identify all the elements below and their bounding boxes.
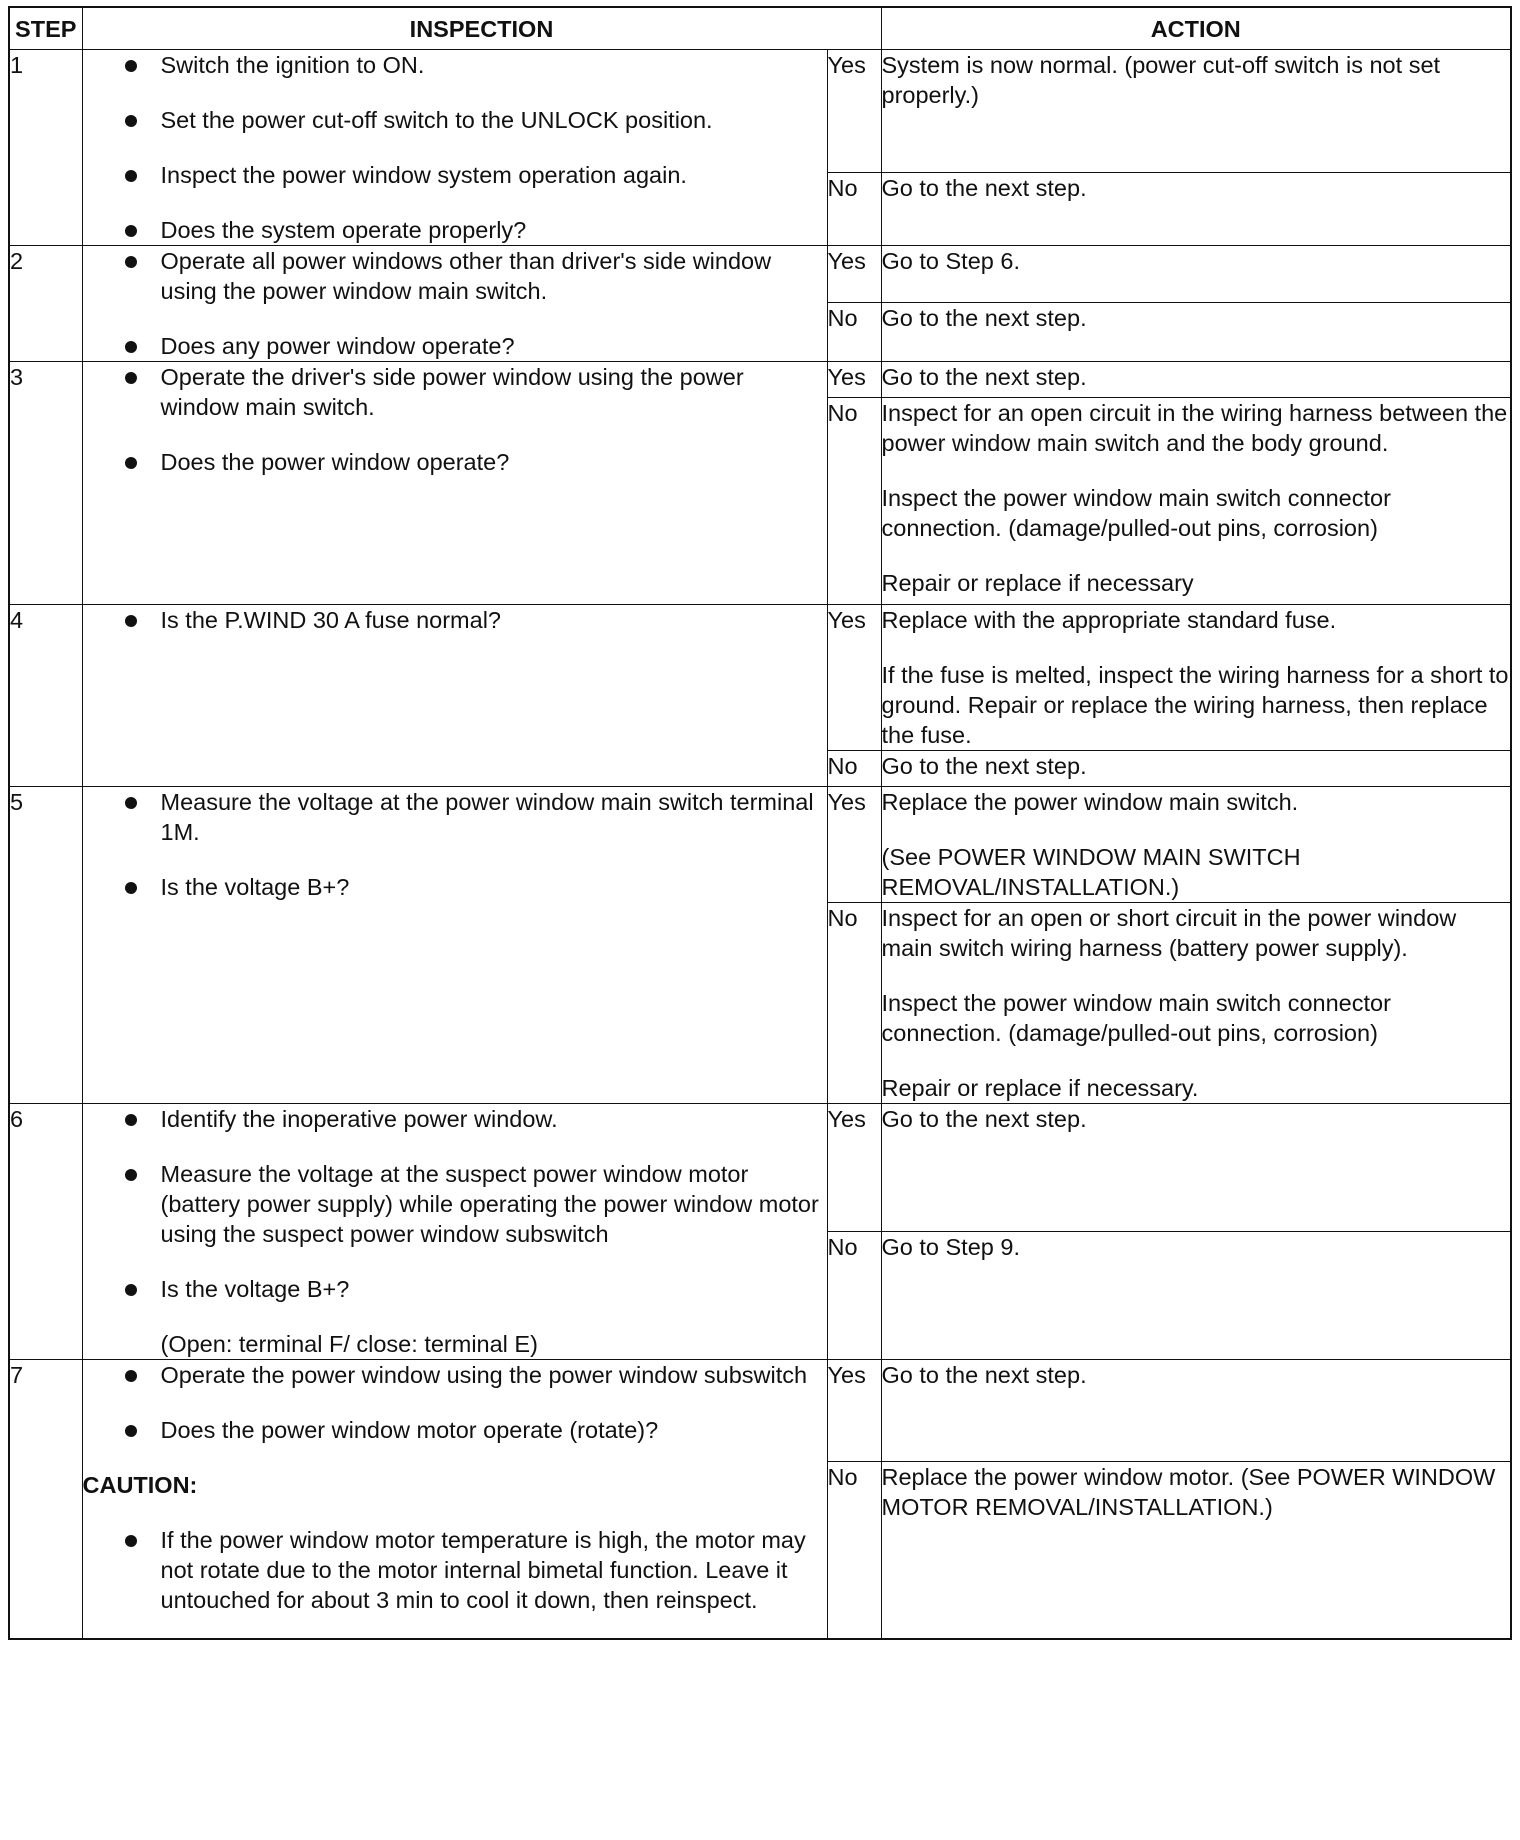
- no-label: No: [827, 173, 881, 246]
- inspection-bullet: Is the P.WIND 30 A fuse normal?: [83, 605, 827, 635]
- no-label: No: [827, 398, 881, 605]
- yes-action-cell: [881, 246, 1511, 303]
- step-header: STEP: [9, 7, 82, 50]
- step-number: 1: [9, 50, 82, 246]
- inspection-bullet: Inspect the power window system operation again.: [83, 160, 827, 190]
- inspection-cell: [82, 787, 827, 1104]
- inspection-bullet: Is the voltage B+?: [83, 1274, 827, 1304]
- action-text: Go to Step 6.: [881, 248, 1020, 274]
- no-action-cell: [881, 1462, 1511, 1639]
- yes-label: Yes: [827, 787, 881, 903]
- no-action-cell: [881, 303, 1511, 362]
- header-row: [9, 7, 1511, 50]
- action-text: Inspect the power window main switch connector connection. (damage/pulled-out pins, corrosion): [881, 485, 1391, 541]
- no-action-cell: [881, 173, 1511, 246]
- inspection-bullet: Does any power window operate?: [83, 331, 827, 361]
- yes-action-cell: [881, 787, 1511, 903]
- inspection-bullet: Identify the inoperative power window.: [83, 1104, 827, 1134]
- action-text: Inspect the power window main switch connector connection. (damage/pulled-out pins, corrosion): [881, 990, 1391, 1046]
- yes-label: Yes: [827, 1104, 881, 1232]
- action-text: Repair or replace if necessary: [881, 570, 1194, 596]
- inspection-cell: [82, 1104, 827, 1360]
- yes-action-cell: [881, 1360, 1511, 1462]
- action-text: Go to the next step.: [881, 364, 1087, 390]
- no-action-cell: [881, 903, 1511, 1104]
- inspection-bullet: Is the voltage B+?: [83, 872, 827, 902]
- action-text: If the fuse is melted, inspect the wiring harness for a short to ground. Repair or replace the wiring harness, then replace the fuse.: [881, 662, 1509, 748]
- inspection-bullet: Set the power cut-off switch to the UNLOCK position.: [83, 105, 827, 135]
- step-row-2: [9, 246, 1511, 303]
- action-text: Repair or replace if necessary.: [881, 1075, 1199, 1101]
- inspection-bullet: Does the power window operate?: [83, 447, 827, 477]
- inspection-cell: [82, 50, 827, 246]
- no-label: No: [827, 903, 881, 1104]
- step-number: 5: [9, 787, 82, 1104]
- yes-label: Yes: [827, 50, 881, 173]
- action-text: Go to the next step.: [881, 305, 1087, 332]
- inspection-bullet: Switch the ignition to ON.: [83, 50, 827, 80]
- inspection-bullet: Measure the voltage at the suspect power window motor (battery power supply) while operating the power window motor using the suspect power window subswitch: [83, 1159, 827, 1249]
- no-label: No: [827, 303, 881, 362]
- step-row-4: [9, 605, 1511, 751]
- caution-bullet: If the power window motor temperature is high, the motor may not rotate due to the motor internal bimetal function. Leave it untouched for about 3 min to cool it down, then reinspect.: [83, 1525, 827, 1615]
- action-text: Replace the power window motor. (See POWER WINDOW MOTOR REMOVAL/INSTALLATION.): [881, 1464, 1496, 1520]
- inspection-cell: [82, 246, 827, 362]
- yes-action-cell: [881, 50, 1511, 173]
- inspection-bullet: Measure the voltage at the power window main switch terminal 1M.: [83, 787, 827, 847]
- step-row-6: [9, 1104, 1511, 1232]
- inspection-cell: [82, 1360, 827, 1639]
- no-action-cell: [881, 751, 1511, 787]
- action-text: Go to Step 9.: [881, 1234, 1020, 1260]
- inspection-cell: [82, 605, 827, 787]
- yes-label: Yes: [827, 1360, 881, 1462]
- yes-action-cell: [881, 362, 1511, 398]
- no-label: No: [827, 1232, 881, 1360]
- no-label: No: [827, 751, 881, 787]
- no-action-cell: [881, 398, 1511, 605]
- step-row-1: [9, 50, 1511, 173]
- yes-label: Yes: [827, 246, 881, 303]
- action-text: Inspect for an open circuit in the wiring harness between the power window main switch and the body ground.: [881, 400, 1508, 456]
- action-text: Go to the next step.: [881, 175, 1087, 202]
- diagnostic-table: [8, 6, 1512, 1640]
- step-row-5: [9, 787, 1511, 903]
- action-text: Go to the next step.: [881, 1362, 1087, 1388]
- no-action-cell: [881, 1232, 1511, 1360]
- inspection-bullet: Operate the driver's side power window using the power window main switch.: [83, 362, 827, 422]
- inspection-cell: [82, 362, 827, 605]
- step-number: 3: [9, 362, 82, 605]
- action-text: Go to the next step.: [881, 753, 1087, 779]
- action-text: Replace the power window main switch.: [881, 789, 1299, 815]
- step-number: 4: [9, 605, 82, 787]
- inspection-bullet: Does the power window motor operate (rotate)?: [83, 1415, 827, 1445]
- step-number: 6: [9, 1104, 82, 1360]
- action-text: Inspect for an open or short circuit in the power window main switch wiring harness (battery power supply).: [881, 905, 1457, 961]
- action-header: ACTION: [881, 7, 1511, 50]
- yes-label: Yes: [827, 362, 881, 398]
- action-text: System is now normal. (power cut-off switch is not set properly.): [881, 52, 1441, 108]
- yes-label: Yes: [827, 605, 881, 751]
- inspection-bullet: Does the system operate properly?: [83, 215, 827, 245]
- yes-action-cell: [881, 1104, 1511, 1232]
- action-text: Replace with the appropriate standard fuse.: [881, 607, 1337, 633]
- inspection-header: INSPECTION: [82, 7, 881, 50]
- action-text: Go to the next step.: [881, 1106, 1087, 1132]
- inspection-bullet: Operate the power window using the power window subswitch: [83, 1360, 827, 1390]
- inspection-note: (Open: terminal F/ close: terminal E): [160, 1331, 538, 1357]
- step-row-7: [9, 1360, 1511, 1462]
- inspection-bullet: Operate all power windows other than driver's side window using the power window main switch.: [83, 246, 827, 306]
- yes-action-cell: [881, 605, 1511, 751]
- no-label: No: [827, 1462, 881, 1639]
- action-text: (See POWER WINDOW MAIN SWITCH REMOVAL/INSTALLATION.): [881, 844, 1301, 900]
- step-number: 7: [9, 1360, 82, 1639]
- step-row-3: [9, 362, 1511, 398]
- caution-heading: CAUTION:: [82, 1472, 198, 1498]
- step-number: 2: [9, 246, 82, 362]
